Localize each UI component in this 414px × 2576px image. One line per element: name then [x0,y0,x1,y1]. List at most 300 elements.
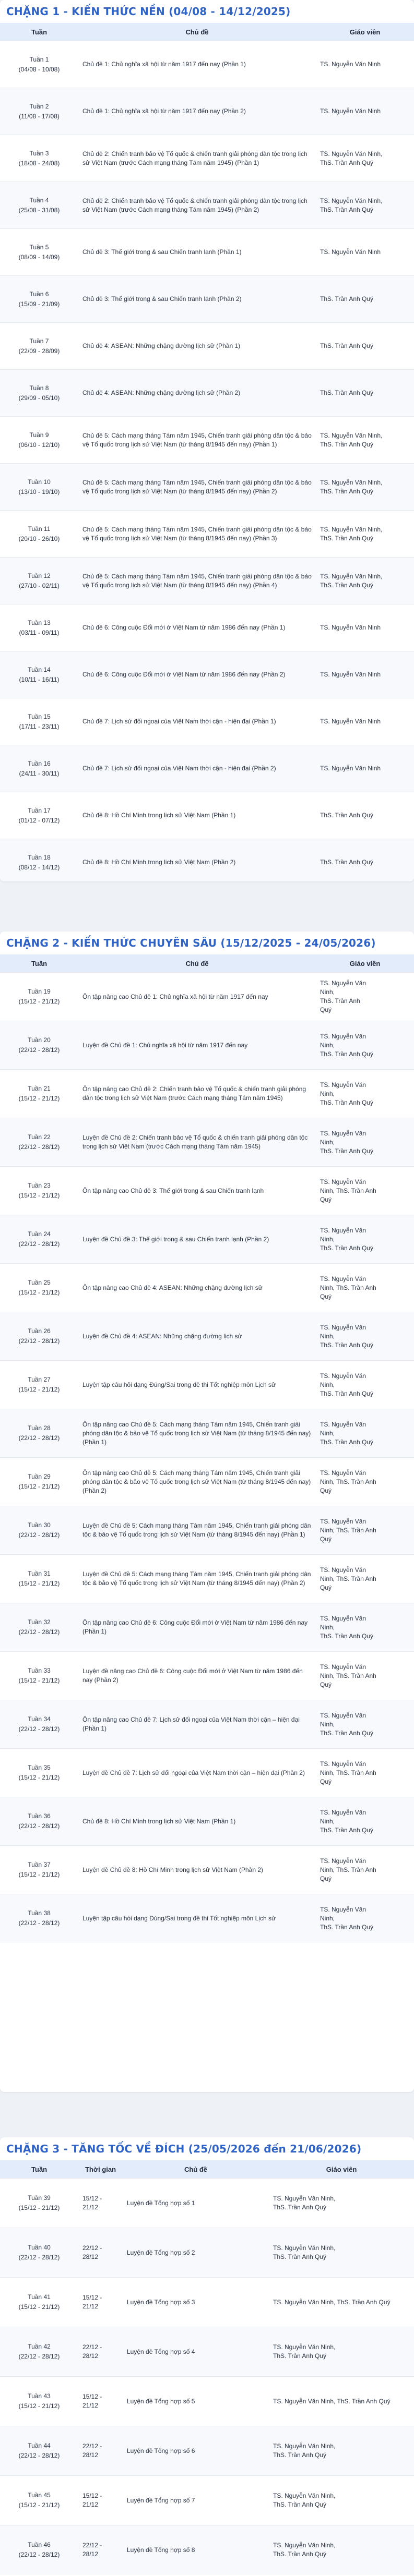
date-start: 15/12 - [82,2492,102,2499]
teacher-line: ThS. Trần Anh Quý [273,2501,327,2508]
teacher-line: TS. Nguyễn Văn [320,1469,366,1477]
week-cell [0,229,78,276]
date-end: 21/12 [82,2402,99,2409]
week-dates: (15/12 - 21/12) [18,1386,60,1393]
week-name: Tuần 31 [28,1570,51,1577]
table-row [0,973,414,1021]
col-week-header: Tuần [31,2165,48,2173]
teacher-line: TS. Nguyễn Văn Ninh [320,671,381,678]
table-row [0,1700,414,1749]
table-row [0,1361,414,1409]
stage-1-title: CHẶNG 1 - KIẾN THỨC NỀN (04/08 - 14/12/2025) [6,5,291,18]
teacher-line: TS. Nguyễn Văn [320,1808,366,1816]
teacher-line: ThS. Trần Anh Quý [320,858,374,866]
date-cell [78,2228,123,2278]
table-row [0,1312,414,1361]
week-name: Tuần 38 [28,1909,51,1917]
week-name: Tuần 24 [28,1230,51,1238]
teacher-line: TS. Nguyễn Văn [320,1323,366,1331]
week-dates: (08/09 - 14/09) [18,253,60,261]
week-cell [0,1167,78,1215]
week-cell [0,839,78,882]
teacher-line: ThS. Trần Anh Quý [273,2253,327,2260]
teacher-line: ThS. Trần Anh Quý [320,1923,374,1931]
week-name: Tuần 3 [29,149,49,157]
teacher-cell [316,792,414,839]
week-dates: (03/11 - 09/11) [19,628,60,636]
teacher-line: TS. Nguyễn Văn [320,1275,366,1283]
topic-cell [78,41,316,88]
topic-text: Chủ đề 3: Thế giới trong & sau Chiến tranh lạnh (Phần 1) [82,248,242,256]
week-dates: (22/12 - 28/12) [18,2452,60,2459]
week-dates: (15/12 - 21/12) [18,1289,60,1296]
teacher-cell [316,604,414,651]
topic-cell [78,370,316,417]
week-dates: (18/08 - 24/08) [18,159,60,167]
teacher-line: TS. Nguyễn Văn Ninh, [273,2195,336,2202]
week-cell [0,2426,78,2476]
date-cell [78,2377,123,2426]
week-name: Tuần 11 [28,525,51,533]
table-row [0,2525,414,2575]
stage-2-header-row [0,954,414,973]
table-row [0,1555,414,1603]
table-row [0,1409,414,1458]
topic-text: Chủ đề 5: Cách mạng tháng Tám năm 1945, Chiến tranh giải phóng dân tộc & bảo vệ Tổ quốc trong lịch sử Việt Nam (từ tháng 8/1945 đến nay) (Phần 3) [82,525,312,542]
date-start: 15/12 - [82,2393,102,2400]
table-row [0,839,414,882]
teacher-line: ThS. Trần Anh Quý [320,1147,374,1155]
teacher-cell [316,229,414,276]
week-name: Tuần 12 [28,572,51,579]
teacher-line: Quý [320,1292,332,1300]
week-name: Tuần 37 [28,1861,51,1868]
topic-cell [78,1749,316,1797]
table-row [0,651,414,698]
stage-1-header-row [0,23,414,41]
week-dates: (22/12 - 28/12) [18,1046,60,1054]
date-cell [78,2278,123,2327]
table-row [0,41,414,88]
teacher-cell [316,1118,414,1167]
teacher-cell [316,1652,414,1700]
topic-cell [78,1700,316,1749]
week-cell [0,2525,78,2575]
topic-text: Ôn tập nâng cao Chủ đề 1: Chủ nghĩa xã hội từ năm 1917 đến nay [82,993,268,1000]
table-row [0,511,414,558]
table-row [0,135,414,182]
table-row [0,2228,414,2278]
week-dates: (22/12 - 28/12) [18,2254,60,2261]
teacher-cell [316,182,414,229]
topic-text: Ôn tập nâng cao Chủ đề 5: Cách mạng tháng Tám năm 1945, Chiến tranh giải phóng dân tộc & bảo vệ Tổ quốc trong lịch sử Việt Nam (từ tháng 8/1945 đến nay) (Phần 1) [82,1420,311,1446]
week-dates: (17/11 - 23/11) [19,722,60,730]
topic-text: Luyện tập câu hỏi dạng Đúng/Sai trong đề thi Tốt nghiệp môn Lịch sử [82,1381,276,1388]
topic-cell [78,1797,316,1846]
week-dates: (15/12 - 21/12) [18,2303,60,2311]
topic-cell [78,182,316,229]
week-cell [0,2179,78,2228]
table-row [0,1894,414,1943]
topic-text: Luyện đề Tổng hợp số 5 [127,2397,195,2405]
teacher-line: TS. Nguyễn Văn [320,1517,366,1525]
week-name: Tuần 25 [28,1279,51,1286]
topic-cell [78,1652,316,1700]
stage-1-body [0,41,414,882]
topic-cell [78,135,316,182]
stage-3-card [0,2137,414,2576]
teacher-line: TS. Nguyễn Văn [320,1711,366,1719]
week-cell [0,2327,78,2377]
topic-text: Luyện đề Chủ đề 1: Chủ nghĩa xã hội từ năm 1917 đến nay [82,1041,248,1049]
week-name: Tuần 13 [28,619,51,626]
teacher-line: TS. Nguyễn Văn [320,1566,366,1574]
teacher-cell [269,2426,414,2476]
week-name: Tuần 41 [28,2293,51,2301]
week-name: Tuần 1 [29,55,49,63]
teacher-line: Ninh, ThS. Trần Anh [320,1284,376,1291]
topic-text: Ôn tập nâng cao Chủ đề 2: Chiến tranh bảo vệ Tổ quốc & chiến tranh giải phóng dân tộc trong lịch sử Việt Nam (trước Cách mạng tháng Tám năm 1945) [82,1085,306,1102]
teacher-line: ThS. Trần Anh [320,997,360,1005]
teacher-line: Quý [320,1535,332,1543]
week-cell [0,1797,78,1846]
table-row [0,1797,414,1846]
topic-text: Ôn tập nâng cao Chủ đề 4: ASEAN: Những chặng đường lịch sử [82,1284,263,1291]
topic-cell [78,1312,316,1361]
date-end: 28/12 [82,2352,99,2360]
week-name: Tuần 33 [28,1667,51,1674]
week-name: Tuần 5 [29,243,49,251]
topic-text: Chủ đề 5: Cách mạng tháng Tám năm 1945, Chiến tranh giải phóng dân tộc & bảo vệ Tổ quốc trong lịch sử Việt Nam (từ tháng 8/1945 đến nay) (Phần 1) [82,431,312,448]
teacher-line: TS. Nguyễn Văn Ninh, [273,2492,336,2499]
week-dates: (22/12 - 28/12) [18,1628,60,1636]
week-cell [0,1555,78,1603]
teacher-line: TS. Nguyễn Văn Ninh, ThS. Trần Anh Quý [273,2298,391,2306]
table-row [0,464,414,511]
week-name: Tuần 17 [28,806,51,814]
teacher-line: Ninh, [320,1235,335,1243]
col-teacher-header: Giáo viên [349,959,381,967]
topic-cell [78,323,316,370]
week-dates: (22/12 - 28/12) [18,2551,60,2559]
week-name: Tuần 34 [28,1715,51,1723]
date-end: 21/12 [82,2204,99,2211]
table-row [0,417,414,464]
table-row [0,276,414,323]
stage-1-card [0,0,414,881]
topic-cell [78,973,316,1021]
week-name: Tuần 23 [28,1182,51,1189]
week-name: Tuần 21 [28,1085,51,1092]
table-row [0,370,414,417]
week-cell [0,1700,78,1749]
teacher-line: Quý [320,1195,332,1203]
teacher-line: TS. Nguyễn Văn [320,1663,366,1671]
teacher-line: TS. Nguyễn Văn Ninh, [273,2442,336,2450]
week-cell [0,651,78,698]
week-cell [0,2228,78,2278]
week-name: Tuần 4 [29,196,49,204]
topic-cell [123,2377,269,2426]
teacher-line: ThS. Trần Anh Quý [320,1438,374,1446]
teacher-line: ThS. Trần Anh Quý [273,2204,327,2211]
date-end: 21/12 [82,2303,99,2310]
teacher-line: TS. Nguyễn Văn Ninh, [320,150,383,158]
week-name: Tuần 26 [28,1327,51,1335]
table-row [0,229,414,276]
week-dates: (22/09 - 28/09) [18,347,60,355]
week-dates: (22/12 - 28/12) [18,1725,60,1733]
teacher-cell [316,1070,414,1118]
teacher-cell [316,1361,414,1409]
week-cell [0,135,78,182]
week-name: Tuần 28 [28,1424,51,1432]
topic-cell [78,464,316,511]
teacher-line: ThS. Trần Anh Quý [320,295,374,303]
teacher-cell [316,839,414,882]
week-name: Tuần 16 [28,759,51,767]
week-cell [0,511,78,558]
date-start: 22/12 - [82,2542,102,2549]
teacher-line: TS. Nguyễn Văn [320,1226,366,1234]
teacher-line: TS. Nguyễn Văn Ninh, [320,197,383,204]
teacher-cell [316,88,414,135]
topic-text: Chủ đề 6: Công cuộc Đổi mới ở Việt Nam từ năm 1986 đến nay (Phần 1) [82,624,286,631]
topic-cell [78,604,316,651]
week-dates: (15/12 - 21/12) [18,1774,60,1781]
week-dates: (22/12 - 28/12) [18,2353,60,2360]
week-cell [0,558,78,604]
topic-text: Chủ đề 5: Cách mạng tháng Tám năm 1945, Chiến tranh giải phóng dân tộc & bảo vệ Tổ quốc trong lịch sử Việt Nam (từ tháng 8/1945 đến nay) (Phần 2) [82,478,312,495]
date-end: 21/12 [82,2501,99,2508]
table-row [0,1070,414,1118]
teacher-line: TS. Nguyễn Văn Ninh, [320,478,383,486]
topic-cell [123,2327,269,2377]
teacher-line: TS. Nguyễn Văn Ninh, [273,2343,336,2351]
date-start: 15/12 - [82,2195,102,2202]
date-start: 22/12 - [82,2343,102,2351]
topic-cell [78,1846,316,1894]
topic-text: Luyện đề Chủ đề 2: Chiến tranh bảo vệ Tổ quốc & chiến tranh giải phóng dân tộc trong lịch sử Việt Nam (trước Cách mạng tháng Tám năm 1945) [82,1134,308,1150]
teacher-line: TS. Nguyễn Văn [320,1905,366,1913]
teacher-line: Ninh, [320,1041,335,1049]
week-cell [0,1264,78,1312]
teacher-line: ThS. Trần Anh Quý [320,487,374,495]
week-dates: (01/12 - 07/12) [18,816,60,824]
teacher-cell [316,135,414,182]
teacher-line: Ninh, [320,1914,335,1922]
teacher-line: Ninh, ThS. Trần Anh [320,1187,376,1194]
week-cell [0,323,78,370]
table-row [0,1264,414,1312]
date-start: 22/12 - [82,2244,102,2252]
teacher-line: TS. Nguyễn Văn [320,979,366,987]
table-row [0,745,414,792]
teacher-line: Ninh, ThS. Trần Anh [320,1575,376,1582]
week-name: Tuần 14 [28,666,51,673]
teacher-line: ThS. Trần Anh Quý [320,1341,374,1349]
teacher-cell [316,1749,414,1797]
teacher-line: ThS. Trần Anh Quý [320,1389,374,1397]
stage-3-body [0,2179,414,2575]
teacher-line: TS. Nguyễn Văn Ninh [320,718,381,725]
week-dates: (15/12 - 21/12) [18,2402,60,2410]
teacher-line: Ninh, [320,1381,335,1388]
teacher-cell [316,1700,414,1749]
week-cell [0,464,78,511]
teacher-line: ThS. Trần Anh Quý [273,2451,327,2459]
topic-text: Ôn tập nâng cao Chủ đề 5: Cách mạng tháng Tám năm 1945, Chiến tranh giải phóng dân tộc & bảo vệ Tổ quốc trong lịch sử Việt Nam (từ tháng 8/1945 đến nay) (Phần 2) [82,1469,311,1494]
teacher-line: ThS. Trần Anh Quý [320,1826,374,1834]
week-name: Tuần 29 [28,1473,51,1480]
week-dates: (22/12 - 28/12) [18,1240,60,1248]
table-row [0,182,414,229]
week-dates: (22/12 - 28/12) [18,1822,60,1830]
week-cell [0,1749,78,1797]
topic-cell [78,698,316,745]
week-dates: (22/12 - 28/12) [18,1143,60,1151]
week-cell [0,1409,78,1458]
teacher-cell [269,2525,414,2575]
week-name: Tuần 15 [28,712,51,720]
week-cell [0,698,78,745]
teacher-line: Ninh, ThS. Trần Anh [320,1866,376,1873]
topic-text: Luyện đề Chủ đề 8: Hồ Chí Minh trong lịch sử Việt Nam (Phần 2) [82,1866,263,1873]
week-dates: (25/08 - 31/08) [18,206,60,214]
col-topic-header: Chủ đề [184,2165,208,2173]
teacher-cell [269,2377,414,2426]
date-cell [78,2426,123,2476]
topic-text: Luyện đề Tổng hợp số 3 [127,2298,195,2306]
teacher-line: ThS. Trần Anh Quý [320,1244,374,1252]
col-teacher-header: Giáo viên [326,2165,357,2173]
topic-cell [78,558,316,604]
date-cell [78,2179,123,2228]
teacher-cell [316,511,414,558]
week-dates: (04/08 - 10/08) [18,65,60,73]
topic-cell [123,2179,269,2228]
topic-cell [78,229,316,276]
teacher-line: ThS. Trần Anh Quý [320,1632,374,1640]
teacher-cell [316,1797,414,1846]
topic-text: Ôn tập nâng cao Chủ đề 7: Lịch sử đối ngoại của Việt Nam thời cận – hiện đại (Phần 1) [82,1716,300,1732]
teacher-line: TS. Nguyễn Văn Ninh, [320,525,383,533]
topic-cell [123,2228,269,2278]
teacher-cell [316,41,414,88]
topic-cell [78,792,316,839]
teacher-line: Quý [320,1777,332,1785]
topic-text: Chủ đề 8: Hồ Chí Minh trong lịch sử Việt Nam (Phần 1) [82,812,236,819]
teacher-line: TS. Nguyễn Văn Ninh [320,61,381,68]
table-row [0,2377,414,2426]
topic-text: Chủ đề 7: Lịch sử đối ngoại của Việt Nam thời cận - hiện đại (Phần 2) [82,765,276,772]
topic-cell [78,1215,316,1264]
week-cell [0,1652,78,1700]
topic-cell [123,2278,269,2327]
topic-text: Chủ đề 3: Thế giới trong & sau Chiến tranh lạnh (Phần 2) [82,295,242,303]
week-dates: (08/12 - 14/12) [18,863,60,871]
week-cell [0,604,78,651]
date-cell [78,2525,123,2575]
table-row [0,1215,414,1264]
topic-text: Ôn tập nâng cao Chủ đề 3: Thế giới trong & sau Chiến tranh lạnh [82,1187,264,1194]
teacher-line: TS. Nguyễn Văn Ninh, [320,572,383,580]
teacher-line: Ninh, ThS. Trần Anh [320,1526,376,1534]
week-dates: (15/12 - 21/12) [18,2501,60,2509]
week-cell [0,2377,78,2426]
teacher-line: TS. Nguyễn Văn Ninh, [273,2244,336,2252]
teacher-line: Ninh, [320,1623,335,1631]
week-cell [0,1215,78,1264]
stage-3-table [0,2160,414,2575]
teacher-cell [316,1312,414,1361]
table-row [0,2278,414,2327]
week-name: Tuần 9 [29,431,49,439]
teacher-line: ThS. Trần Anh Quý [320,534,374,542]
date-start: 22/12 - [82,2442,102,2450]
topic-cell [78,1894,316,1943]
topic-cell [123,2426,269,2476]
table-row [0,1167,414,1215]
week-cell [0,2476,78,2525]
week-cell [0,1603,78,1652]
topic-cell [78,1555,316,1603]
table-row [0,698,414,745]
topic-cell [78,1070,316,1118]
week-name: Tuần 30 [28,1521,51,1529]
week-name: Tuần 46 [28,2541,51,2549]
week-name: Tuần 22 [28,1133,51,1141]
week-cell [0,1021,78,1070]
col-topic-header: Chủ đề [185,959,209,967]
week-name: Tuần 7 [29,337,49,345]
week-cell [0,1118,78,1167]
topic-text: Luyện đề Chủ đề 5: Cách mạng tháng Tám năm 1945, Chiến tranh giải phóng dân tộc & bảo vệ Tổ quốc trong lịch sử Việt Nam (từ tháng 8/1945 đến nay) (Phần 2) [82,1570,311,1587]
col-week-header: Tuần [31,959,48,967]
topic-text: Chủ đề 5: Cách mạng tháng Tám năm 1945, Chiến tranh giải phóng dân tộc & bảo vệ Tổ quốc trong lịch sử Việt Nam (từ tháng 8/1945 đến nay) (Phần 4) [82,572,312,589]
date-end: 28/12 [82,2253,99,2260]
teacher-cell [316,464,414,511]
topic-text: Luyện tập câu hỏi dạng Đúng/Sai trong đề thi Tốt nghiệp môn Lịch sử [82,1914,276,1922]
week-name: Tuần 20 [28,1036,51,1044]
table-row [0,1118,414,1167]
teacher-line: TS. Nguyễn Văn Ninh [320,107,381,115]
teacher-line: Ninh, [320,1138,335,1146]
teacher-line: Ninh, [320,1817,335,1825]
week-name: Tuần 6 [29,290,49,298]
table-row [0,1846,414,1894]
topic-cell [78,1264,316,1312]
stage-3-header-row [0,2160,414,2179]
teacher-line: Quý [320,1583,332,1591]
topic-text: Luyện đề Tổng hợp số 6 [127,2447,195,2454]
teacher-line: Quý [320,1680,332,1688]
week-dates: (15/12 - 21/12) [18,1192,60,1199]
week-name: Tuần 2 [29,102,49,110]
topic-cell [78,88,316,135]
teacher-line: ThS. Trần Anh Quý [273,2550,327,2558]
col-topic-header: Chủ đề [185,28,209,36]
week-name: Tuần 44 [28,2442,51,2449]
week-cell [0,1361,78,1409]
teacher-cell [316,417,414,464]
teacher-line: Ninh, [320,1720,335,1728]
teacher-line: TS. Nguyễn Văn [320,1032,366,1040]
teacher-line: TS. Nguyễn Văn Ninh [320,624,381,631]
table-row [0,2476,414,2525]
week-name: Tuần 19 [28,988,51,995]
topic-cell [78,1458,316,1506]
